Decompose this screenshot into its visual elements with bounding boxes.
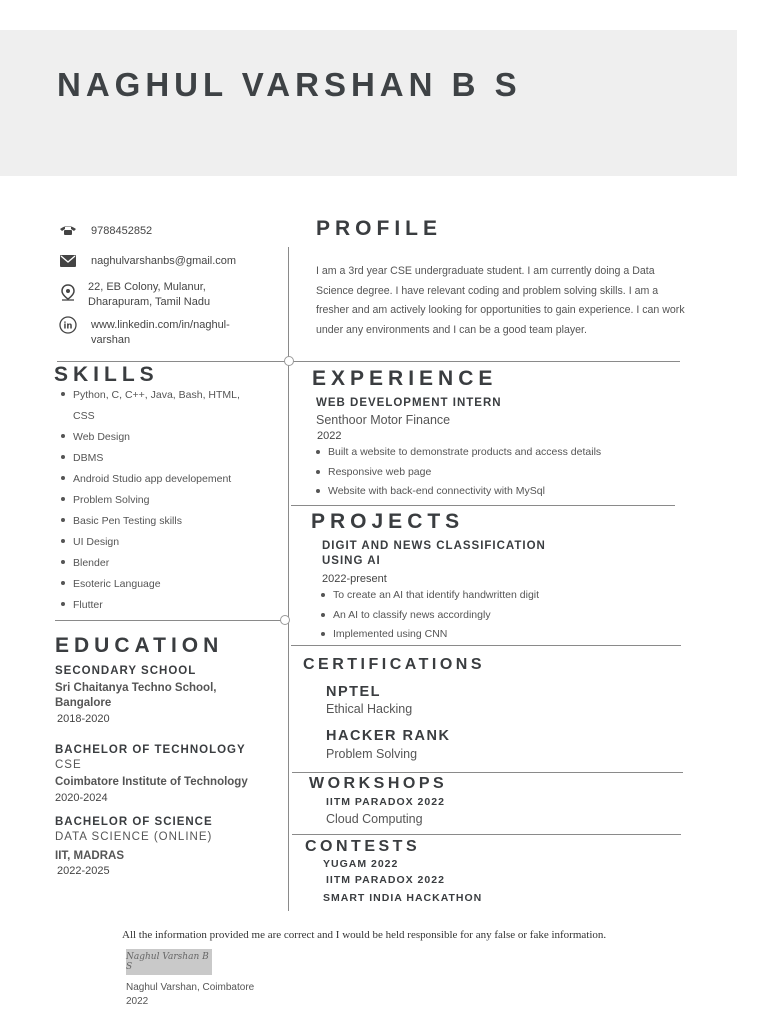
project-name: DIGIT AND NEWS CLASSIFICATION USING AI	[322, 540, 546, 567]
signature: Naghul Varshan B S	[126, 952, 209, 972]
education-institution: Sri Chaitanya Techno School, Bangalore	[55, 682, 217, 709]
list-item: Python, C, C++, Java, Bash, HTML, CSS	[59, 385, 259, 427]
education-institution: Coimbatore Institute of Technology	[55, 776, 248, 788]
email-address: naghulvarshanbs@gmail.com	[91, 255, 237, 267]
list-item: Blender	[59, 553, 259, 574]
project-points	[319, 586, 669, 645]
svg-text:in: in	[63, 321, 73, 332]
projects-heading: PROJECTS	[311, 510, 465, 533]
workshops-heading: WORKSHOPS	[309, 775, 448, 792]
certification-course: Problem Solving	[326, 747, 418, 761]
experience-year: 2022	[317, 430, 342, 442]
experience-role: WEB DEVELOPMENT INTERN	[316, 397, 502, 409]
certification-name: NPTEL	[326, 684, 382, 700]
list-item: Problem Solving	[59, 490, 259, 511]
list-item: Responsive web page	[314, 463, 674, 483]
signature-image	[126, 949, 212, 975]
workshop-name: IITM PARADOX 2022	[326, 796, 445, 808]
list-item: Android Studio app developement	[59, 469, 259, 490]
project-year: 2022-present	[322, 573, 387, 585]
contest-item: IITM PARADOX 2022	[326, 874, 445, 886]
education-heading: EDUCATION	[55, 634, 224, 657]
candidate-name: NAGHUL VARSHAN B S	[57, 66, 522, 103]
signature-caption: Naghul Varshan, Coimbatore 2022	[126, 982, 255, 1007]
list-item: DBMS	[59, 448, 259, 469]
contests-heading: CONTESTS	[305, 838, 421, 855]
skills-heading: SKILLS	[54, 363, 159, 386]
divider-contests	[292, 834, 681, 835]
experience-heading: EXPERIENCE	[312, 367, 498, 390]
experience-points	[314, 443, 674, 502]
profile-summary: I am a 3rd year CSE undergraduate student. I am currently doing a Data Science degree. I have relevant coding and problem solving skills. I am a fresher and am actively looking for opportunities to gain experience. I can work under any environments and I can be a good team player.	[316, 265, 685, 336]
location-pin-icon	[58, 284, 78, 302]
education-institution: IIT, MADRAS	[55, 850, 124, 862]
contest-item: YUGAM 2022	[323, 858, 399, 870]
list-item: Esoteric Language	[59, 574, 259, 595]
address: 22, EB Colony, Mulanur, Dharapuram, Tamil Nadu	[88, 281, 211, 308]
list-item: Flutter	[59, 595, 259, 616]
education-degree: BACHELOR OF TECHNOLOGY	[55, 744, 246, 756]
certification-name: HACKER RANK	[326, 728, 451, 744]
profile-heading: PROFILE	[316, 217, 443, 240]
linkedin-icon	[58, 316, 78, 334]
linkedin-link[interactable]: www.linkedin.com/in/naghul- varshan	[91, 319, 230, 346]
experience-company: Senthoor Motor Finance	[316, 413, 451, 427]
divider-node	[280, 615, 290, 625]
list-item: Web Design	[59, 427, 259, 448]
declaration-text: All the information provided me are correct and I would be held responsible for any false or fake information.	[122, 929, 607, 941]
column-divider	[288, 247, 289, 911]
divider-node	[284, 356, 294, 366]
certifications-heading: CERTIFICATIONS	[303, 656, 486, 673]
education-field: DATA SCIENCE (ONLINE)	[55, 831, 213, 843]
divider-education	[55, 620, 288, 621]
list-item: Implemented using CNN	[319, 625, 669, 645]
education-years: 2020-2024	[55, 792, 108, 804]
skills-list	[59, 385, 259, 616]
list-item: To create an AI that identify handwritten digit	[319, 586, 669, 606]
list-item: UI Design	[59, 532, 259, 553]
phone-icon	[58, 221, 78, 239]
education-degree: BACHELOR OF SCIENCE	[55, 816, 213, 828]
list-item: Built a website to demonstrate products and access details	[314, 443, 674, 463]
contest-item: SMART INDIA HACKATHON	[323, 892, 483, 904]
certification-course: Ethical Hacking	[326, 702, 413, 716]
education-years: 2018-2020	[57, 713, 110, 725]
education-degree: SECONDARY SCHOOL	[55, 665, 197, 677]
workshop-topic: Cloud Computing	[326, 812, 423, 826]
divider-skills-experience	[57, 361, 680, 362]
divider-certifications	[291, 645, 681, 646]
phone-number: 9788452852	[91, 225, 153, 237]
education-years: 2022-2025	[57, 865, 110, 877]
divider-projects	[291, 505, 675, 506]
mail-icon	[58, 252, 78, 270]
list-item: Basic Pen Testing skills	[59, 511, 259, 532]
education-field: CSE	[55, 759, 82, 771]
list-item: An AI to classify news accordingly	[319, 606, 669, 626]
divider-workshops	[292, 772, 683, 773]
list-item: Website with back-end connectivity with MySql	[314, 482, 674, 502]
